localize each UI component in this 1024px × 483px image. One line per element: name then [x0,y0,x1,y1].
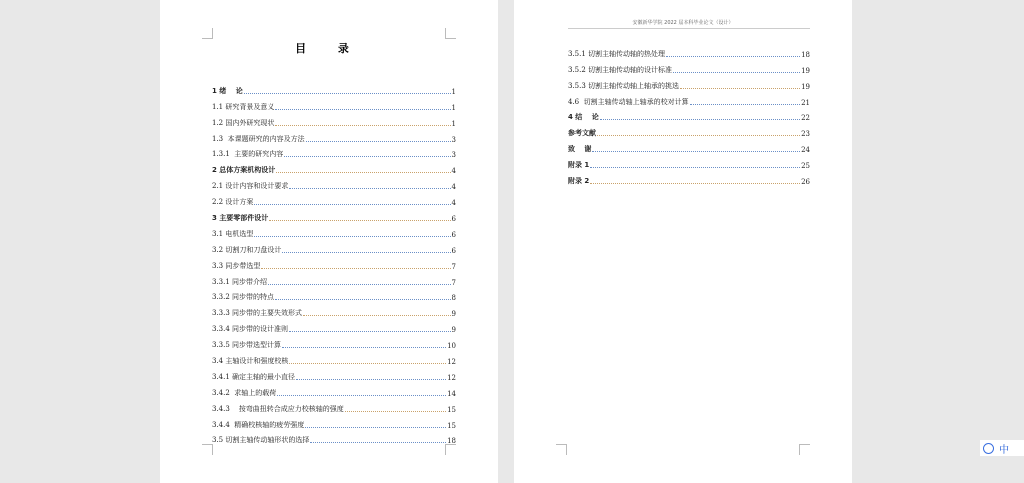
toc-entry-text: 4.6 切割主轴传动轴上轴承的校对计算 [568,97,689,106]
toc-entry-page: 21 [801,98,810,107]
toc-entry-page: 22 [801,114,810,123]
toc-entry[interactable] [568,122,810,138]
toc-entry[interactable] [212,223,456,239]
toc-entry-text: 3.4 主轴设计和强度校核 [212,357,289,366]
ime-logo-icon [983,443,994,454]
toc-entry-text: 参考文献 [568,129,596,138]
dot-leader [310,442,446,443]
margin-corner [799,444,810,455]
dot-leader [680,88,800,89]
dot-leader [261,268,450,269]
toc-entry-page: 18 [801,50,810,59]
toc-entry[interactable] [212,239,456,255]
dot-leader [673,72,800,73]
ime-indicator[interactable] [980,440,1024,456]
dot-leader [282,252,450,253]
toc-entry-text: 3.5.2 切割主轴传动轴的设计标准 [568,65,673,74]
toc-entry-page: 4 [451,183,456,192]
toc-entry[interactable] [212,366,456,382]
dot-leader [277,395,446,396]
toc-entry[interactable] [212,430,456,446]
toc-entry-page: 1 [451,103,456,112]
toc-entry-page: 1 [451,119,456,128]
toc-entry[interactable] [212,271,456,287]
toc-entry-page: 6 [451,246,456,255]
toc-entry-page: 4 [451,167,456,176]
dot-leader [345,411,446,412]
dot-leader [268,284,450,285]
toc-entry-text: 1.3 本课题研究的内容及方法 [212,134,305,143]
toc-entry[interactable] [568,43,810,59]
page-header: 安徽新华学院 2022 届本科毕业论文（设计） [632,20,734,26]
dot-leader [306,141,451,142]
toc-entry-page: 10 [447,342,456,351]
dot-leader [289,363,446,364]
toc-entry-page: 15 [447,405,456,414]
margin-corner [202,444,213,455]
toc-entry[interactable] [212,318,456,334]
dot-leader [284,156,450,157]
toc-entry[interactable] [212,287,456,303]
table-of-contents [212,80,456,445]
toc-entry-text: 3.1 电机选型 [212,229,254,238]
dot-leader [666,56,800,57]
dot-leader [600,119,800,120]
ime-language-label: 中 [999,444,1009,456]
toc-entry-text: 3.4.1 确定主轴的最小直径 [212,372,296,381]
toc-entry-page: 7 [451,262,456,271]
toc-entry-text: 1.1 研究背景及意义 [212,102,275,111]
toc-entry[interactable] [568,170,810,186]
toc-entry[interactable] [212,334,456,350]
toc-entry-text: 2.1 设计内容和设计要求 [212,182,289,191]
toc-entry-page: 26 [801,178,810,187]
dot-leader [254,236,450,237]
toc-entry[interactable] [568,154,810,170]
dot-leader [590,167,800,168]
toc-entry-page: 9 [451,310,456,319]
toc-entry-text: 附录 2 [568,177,590,186]
toc-entry-page: 9 [451,326,456,335]
dot-leader [254,204,450,205]
toc-entry-text: 附录 1 [568,161,590,170]
toc-entry-text: 2.2 设计方案 [212,198,254,207]
dot-leader [590,183,800,184]
dot-leader [244,93,451,94]
toc-entry-text: 3.5.3 切割主轴传动轴上轴承的挑选 [568,81,680,90]
toc-entry-text: 3.4.2 求轴上的载荷 [212,388,277,397]
toc-entry[interactable] [212,255,456,271]
margin-corner [445,28,456,39]
toc-entry[interactable] [212,191,456,207]
toc-entry[interactable] [212,175,456,191]
toc-entry[interactable] [212,398,456,414]
table-of-contents [568,43,810,186]
toc-entry[interactable] [212,350,456,366]
toc-entry[interactable] [568,138,810,154]
toc-entry-text: 4 结 论 [568,113,599,122]
toc-entry-page: 23 [801,130,810,139]
toc-entry-page: 12 [447,358,456,367]
toc-entry-text: 3.3.5 同步带选型计算 [212,341,282,350]
toc-entry-text: 2 总体方案机构设计 [212,166,276,175]
toc-entry-text: 致 谢 [568,145,592,154]
dot-leader [305,427,446,428]
toc-entry-text: 3 主要零部件设计 [212,214,269,223]
toc-entry[interactable] [212,112,456,128]
document-page-1 [160,0,498,483]
toc-entry-text: 3.4.3 按弯曲扭转合成应力校核轴的强度 [212,404,344,413]
dot-leader [303,315,450,316]
toc-entry-page: 7 [451,278,456,287]
margin-corner [556,444,567,455]
toc-entry-text: 3.5.1 切割主轴传动轴的热处理 [568,49,666,58]
toc-entry-text: 3.3.2 同步带的特点 [212,293,275,302]
toc-entry-page: 8 [451,294,456,303]
dot-leader [592,151,800,152]
toc-entry-page: 19 [801,66,810,75]
toc-entry-text: 1.2 国内外研究现状 [212,118,275,127]
toc-entry-page: 3 [451,151,456,160]
toc-entry-page: 1 [451,87,456,96]
toc-entry-page: 19 [801,82,810,91]
toc-entry-page: 12 [447,373,456,382]
toc-entry-page: 18 [447,437,456,446]
toc-entry[interactable] [212,207,456,223]
toc-entry-page: 14 [447,389,456,398]
toc-entry-page: 15 [447,421,456,430]
margin-corner [202,28,213,39]
toc-entry-text: 3.3 同步带选型 [212,261,261,270]
toc-entry-page: 3 [451,135,456,144]
toc-entry[interactable] [568,75,810,91]
document-page-2 [514,0,852,483]
toc-entry-page: 25 [801,162,810,171]
toc-entry-text: 3.3.3 同步带的主要失效形式 [212,309,303,318]
toc-entry[interactable] [212,144,456,160]
margin-corner [445,444,456,455]
toc-entry-text: 1.3.1 主要的研究内容 [212,150,284,159]
toc-title: 目 录 [295,42,363,55]
toc-entry[interactable] [568,59,810,75]
toc-entry[interactable] [212,96,456,112]
dot-leader [690,104,800,105]
dot-leader [275,109,450,110]
dot-leader [275,125,450,126]
dot-leader [282,347,446,348]
toc-entry-page: 6 [451,230,456,239]
toc-entry-text: 3.2 切割刀和刀盘设计 [212,245,282,254]
header-rule [568,28,810,29]
toc-entry-text: 3.4.4 精确校核轴的疲劳强度 [212,420,305,429]
toc-entry[interactable] [212,128,456,144]
toc-entry-text: 1 绪 论 [212,86,243,95]
toc-entry-page: 24 [801,146,810,155]
dot-leader [597,135,800,136]
toc-entry[interactable] [568,91,810,107]
toc-entry-text: 3.5 切割主轴传动轴形状的选择 [212,436,310,445]
toc-entry[interactable] [212,80,456,96]
toc-entry[interactable] [212,382,456,398]
toc-entry[interactable] [212,302,456,318]
dot-leader [289,188,450,189]
toc-entry-text: 3.3.4 同步带的设计准则 [212,325,289,334]
toc-entry[interactable] [212,414,456,430]
toc-entry[interactable] [568,107,810,123]
toc-entry-page: 6 [451,215,456,224]
toc-entry[interactable] [212,159,456,175]
dot-leader [289,331,450,332]
dot-leader [276,172,450,173]
dot-leader [296,379,446,380]
toc-entry-page: 4 [451,199,456,208]
toc-entry-text: 3.3.1 同步带介绍 [212,277,268,286]
dot-leader [269,220,450,221]
dot-leader [275,299,450,300]
